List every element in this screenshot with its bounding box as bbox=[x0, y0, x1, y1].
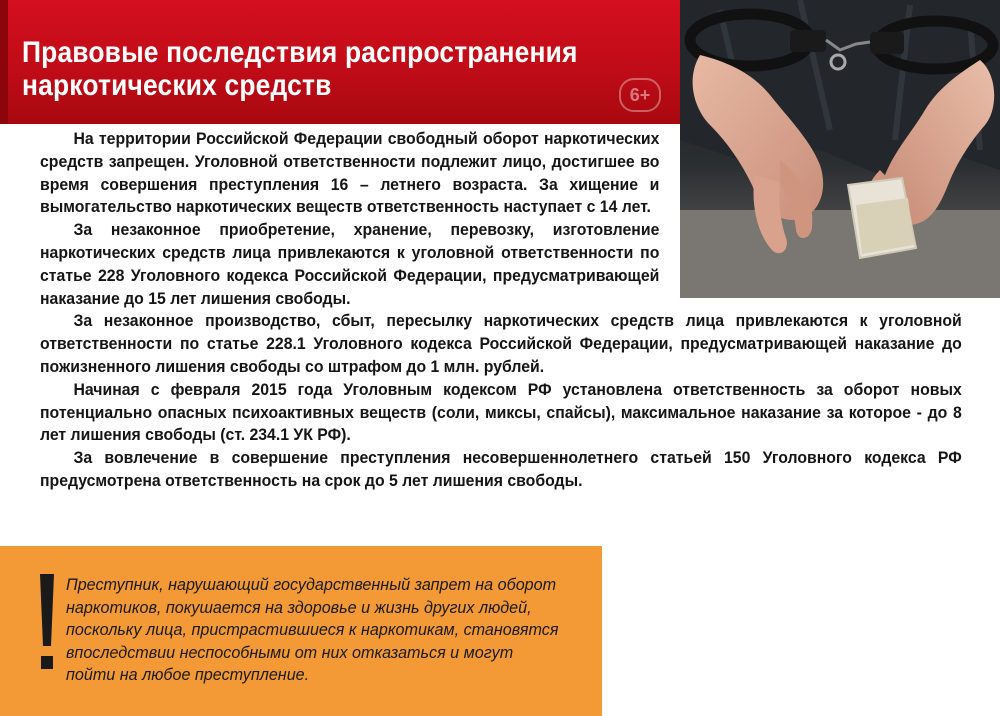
page-title-line-2: наркотических средств bbox=[22, 69, 332, 102]
page-title-line-1: Правовые последствия распространения bbox=[22, 36, 578, 69]
paragraph-1: На территории Российской Федерации свободный оборот наркотических средств запрещен. Уголовной ответственности подлежит лицо, достигшее во время совершения преступления 16 – летнего возраста. За хищение и вымогательство наркотических веществ ответственность наступает с 14 лет. bbox=[40, 129, 660, 217]
header-stripe bbox=[0, 0, 8, 124]
exclamation-icon bbox=[38, 574, 56, 684]
paragraph-5: За вовлечение в совершение преступления несовершеннолетнего статьей 150 Уголовного кодекса РФ предусмотрена ответственность на срок до 5 лет лишения свободы. bbox=[40, 448, 962, 490]
paragraph-2: За незаконное приобретение, хранение, перевозку, изготовление наркотических средств лица привлекаются к уголовной ответственности по статье 228 Уголовного кодекса Российской Федерации, предусматривающей наказание до 15 лет лишения свободы. bbox=[40, 220, 660, 308]
paragraph-3: За незаконное производство, сбыт, пересылку наркотических средств лица привлекаются к уголовной ответственности по статье 228.1 Уголовного кодекса Российской Федерации, предусматривающей наказание до пожизненного лишения свободы со штрафом до 1 млн. рублей. bbox=[40, 311, 962, 376]
paragraph-4: Начиная с февраля 2015 года Уголовным кодексом РФ установлена ответственность за оборот новых потенциально опасных психоактивных веществ (соли, миксы, спайсы), максимальное наказание за которое - до 8 лет лишения свободы (ст. 234.1 УК РФ). bbox=[40, 379, 962, 445]
page-title bbox=[22, 36, 594, 102]
age-rating-badge: 6+ bbox=[619, 78, 661, 112]
warning-box bbox=[0, 546, 602, 716]
warning-text: Преступник, нарушающий государственный запрет на оборот наркотиков, покушается на здоровье и жизнь других людей, поскольку лица, пристрастившиеся к наркотикам, становятся впоследствии неспособными от них отказаться и могут пойти на любое преступление. bbox=[66, 575, 559, 684]
header-banner bbox=[0, 0, 680, 124]
main-text bbox=[40, 128, 962, 493]
